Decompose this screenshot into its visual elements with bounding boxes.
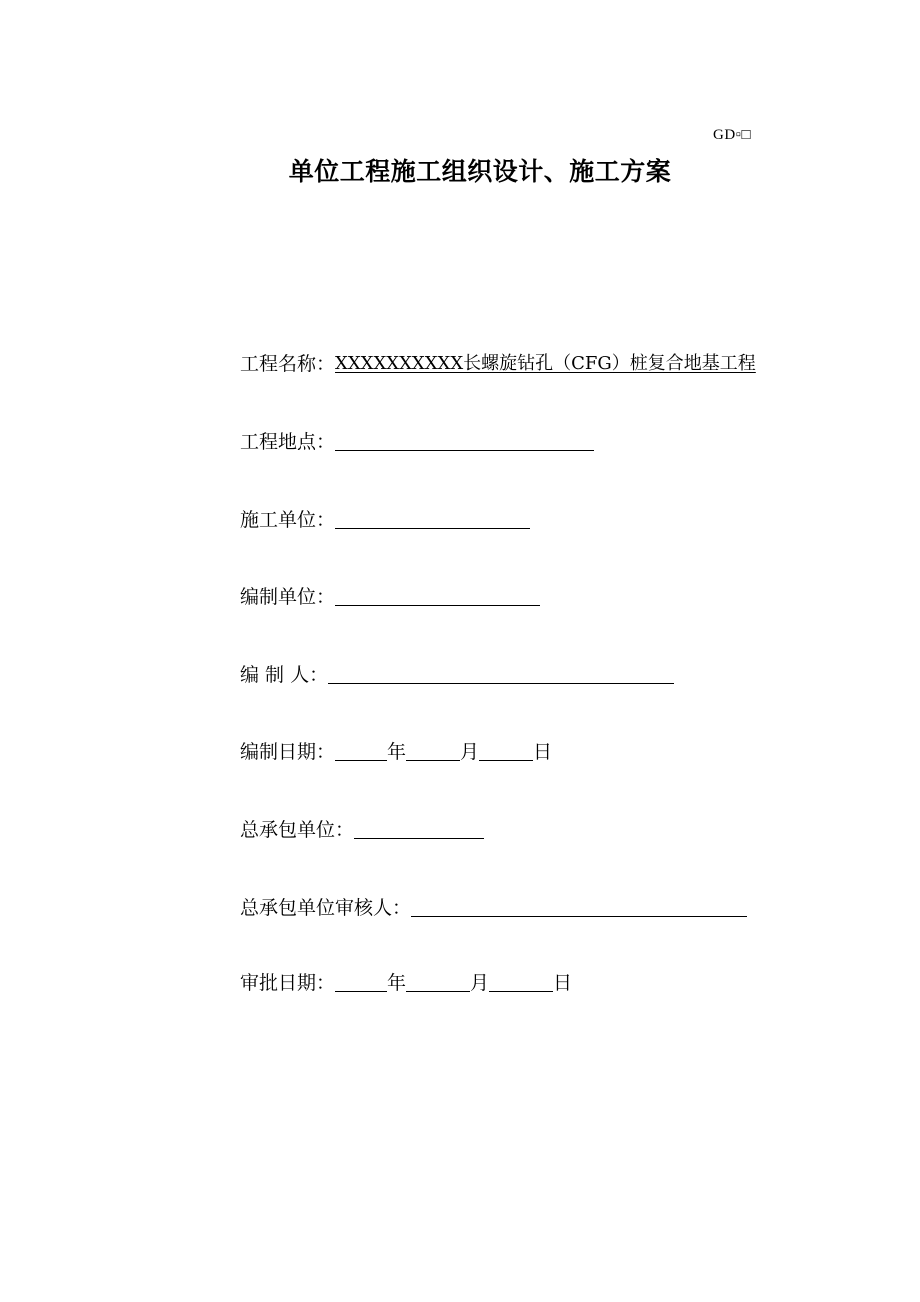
construction-unit-row xyxy=(240,506,530,534)
compile-unit-label: 编制单位： xyxy=(240,586,336,608)
compiler-label: 编 制 人： xyxy=(240,664,329,686)
construction-unit-blank[interactable] xyxy=(335,506,530,529)
compile-date-month-unit: 月 xyxy=(460,741,480,763)
compile-date-day-blank[interactable] xyxy=(479,738,533,761)
approval-date-day-unit: 日 xyxy=(553,972,573,994)
general-contractor-row xyxy=(240,816,484,844)
compile-unit-blank[interactable] xyxy=(335,583,540,606)
approval-date-label: 审批日期： xyxy=(240,972,336,994)
general-contractor-reviewer-label: 总承包单位审核人： xyxy=(240,897,412,919)
project-name-row xyxy=(240,350,756,378)
approval-date-month-unit: 月 xyxy=(470,972,490,994)
compile-date-label: 编制日期： xyxy=(240,741,336,763)
approval-date-year-blank[interactable] xyxy=(335,969,387,992)
document-code: GD▫□ xyxy=(713,127,752,143)
compile-unit-row xyxy=(240,583,540,611)
compile-date-row xyxy=(240,738,552,766)
compile-date-month-blank[interactable] xyxy=(406,738,460,761)
approval-date-month-blank[interactable] xyxy=(406,969,470,992)
compiler-blank[interactable] xyxy=(328,661,674,684)
compile-date-year-unit: 年 xyxy=(387,741,407,763)
compiler-row xyxy=(240,661,674,689)
compile-date-day-unit: 日 xyxy=(533,741,553,763)
project-name-value: XXXXXXXXXX长螺旋钻孔（CFG）桩复合地基工程 xyxy=(335,353,756,374)
approval-date-row xyxy=(240,969,572,997)
compile-date-year-blank[interactable] xyxy=(335,738,387,761)
approval-date-day-blank[interactable] xyxy=(489,969,553,992)
project-site-label: 工程地点： xyxy=(240,431,336,453)
project-name-label: 工程名称： xyxy=(240,353,336,375)
general-contractor-blank[interactable] xyxy=(354,816,484,839)
general-contractor-label: 总承包单位： xyxy=(240,819,355,841)
page-title: 单位工程施工组织设计、施工方案 xyxy=(288,157,672,186)
project-site-row xyxy=(240,428,594,456)
approval-date-year-unit: 年 xyxy=(387,972,407,994)
general-contractor-reviewer-blank[interactable] xyxy=(411,894,747,917)
project-site-blank[interactable] xyxy=(335,428,594,451)
general-contractor-reviewer-row xyxy=(240,894,747,922)
construction-unit-label: 施工单位： xyxy=(240,509,336,531)
